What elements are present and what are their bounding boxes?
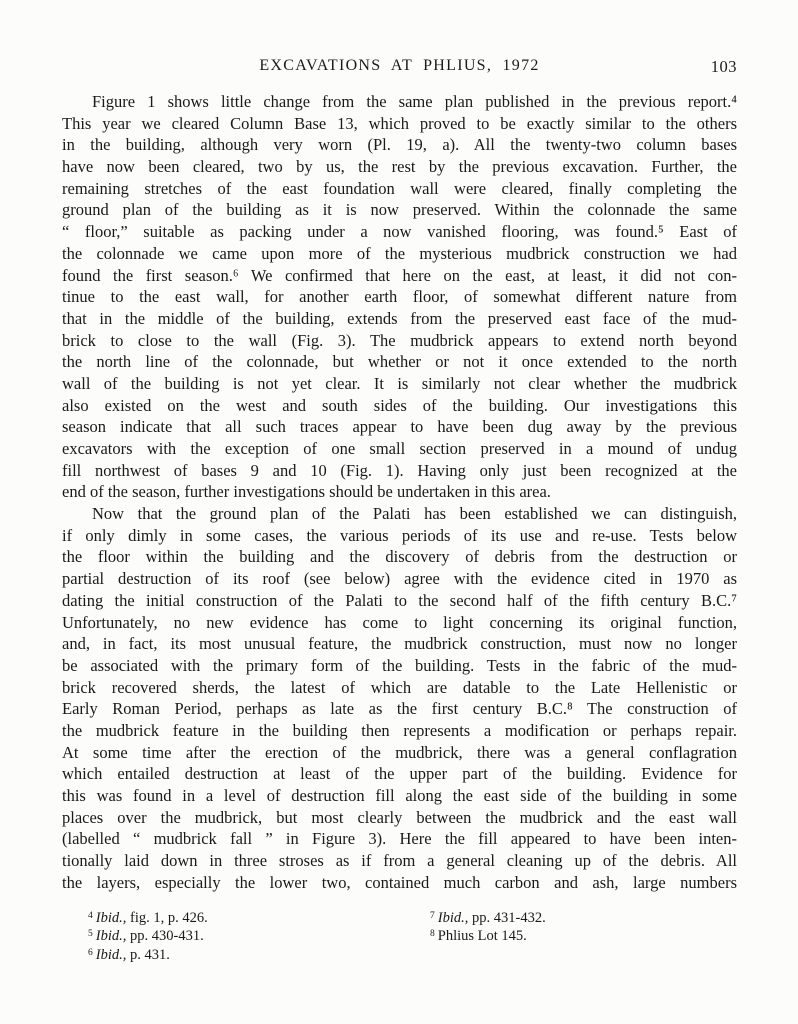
text-line: the colonnade we came upon more of the mysterious mudbrick construction we had <box>62 243 737 263</box>
footnote-column-right <box>430 907 730 944</box>
footnote <box>88 944 418 962</box>
paragraph-2 <box>62 503 737 893</box>
text-line: the north line of the colonnade, but whether or not it once extended to the north <box>62 352 737 372</box>
text-line: brick recovered sherds, the latest of which are datable to the Late Hellenistic or <box>62 677 737 697</box>
footnote-marker: 7 <box>430 911 435 921</box>
text-line: the mudbrick feature in the building then represents a modification or perhaps repair. <box>62 720 737 740</box>
text-line: found the first season.⁶ We confirmed that here on the east, at least, it did not con- <box>62 265 737 285</box>
page-number: 103 <box>710 57 737 76</box>
text-line: also existed on the west and south sides of the building. Our investigations this <box>62 395 737 415</box>
footnote-text: Phlius Lot 145. <box>437 928 527 945</box>
text-line: excavators with the exception of one small section preserved in a mound of undug <box>62 439 737 458</box>
footnote-source: Ibid., <box>95 928 127 945</box>
footnote-source: Ibid., <box>437 910 469 926</box>
footnote-text: pp. 430-431. <box>126 928 204 945</box>
footnote-text: p. 431. <box>126 946 170 963</box>
text-line: This year we cleared Column Base 13, which proved to be exactly similar to the others <box>62 113 737 133</box>
footnote-marker: 6 <box>88 947 93 958</box>
footnote-column-left <box>88 907 418 962</box>
text-line: remaining stretches of the east foundation wall were cleared, finally completing the <box>62 178 737 198</box>
text-line: places over the mudbrick, but most clearly between the mudbrick and the east wall <box>62 807 737 827</box>
footnote-source: Ibid., <box>95 946 127 963</box>
body-text <box>62 91 737 893</box>
text-line: brick to close to the wall (Fig. 3). The mudbrick appears to extend north beyond <box>62 330 737 350</box>
text-line: that in the middle of the building, extends from the preserved east face of the mud- <box>62 308 737 328</box>
footnote <box>430 907 730 925</box>
text-line: Figure 1 shows little change from the same plan published in the previous report.⁴ <box>92 92 737 111</box>
text-line: the floor within the building and the discovery of debris from the destruction or <box>62 547 737 567</box>
text-line: have now been cleared, two by us, the rest by the previous excavation. Further, the <box>62 157 737 177</box>
footnote-marker: 8 <box>430 929 435 940</box>
text-line: tionally laid down in three stroses as if from a general cleaning up of the debris. All <box>62 851 737 871</box>
text-line: wall of the building is not yet clear. It is similarly not clear whether the mudbrick <box>62 373 737 393</box>
text-line: Unfortunately, no new evidence has come to light concerning its original function, <box>62 612 737 632</box>
footnote-source: Ibid., <box>95 910 127 926</box>
text-line: (labelled “ mudbrick fall ” in Figure 3). Here the fill appeared to have been inten- <box>62 829 737 849</box>
text-line: “ floor,” suitable as packing under a now vanished flooring, was found.⁵ East of <box>62 222 737 242</box>
text-line: fill northwest of bases 9 and 10 (Fig. 1). Having only just been recognized at the <box>62 460 737 480</box>
page-header <box>62 57 737 79</box>
text-line: season indicate that all such traces appear to have been dug away by the previous <box>62 417 737 437</box>
footnote <box>430 925 730 943</box>
text-line: and, in fact, its most unusual feature, the mudbrick construction, must now no longer <box>62 634 737 654</box>
text-line: the layers, especially the lower two, contained much carbon and ash, large numbers <box>62 872 737 892</box>
text-line: in the building, although very worn (Pl. 19, a). All the twenty-two column bases <box>62 135 737 155</box>
text-line: dating the initial construction of the Palati to the second half of the fifth century B.C.⁷ <box>62 590 737 610</box>
text-line: end of the season, further investigations should be undertaken in this area. <box>62 482 551 502</box>
text-line: this was found in a level of destruction fill along the east side of the building in some <box>62 786 737 805</box>
footnote-marker: 5 <box>88 929 93 940</box>
text-line: ground plan of the building as it is now preserved. Within the colonnade the same <box>62 200 737 220</box>
footnote-marker: 4 <box>88 911 93 921</box>
text-line: Early Roman Period, perhaps as late as the first century B.C.⁸ The construction of <box>62 699 737 719</box>
text-line: if only dimly in some cases, the various periods of its use and re-use. Tests below <box>62 525 737 545</box>
text-line: be associated with the primary form of the building. Tests in the fabric of the mud- <box>62 655 737 675</box>
footnote <box>88 907 418 925</box>
text-line: Now that the ground plan of the Palati has been established we can distinguish, <box>92 504 737 524</box>
paragraph-1 <box>62 91 737 503</box>
footnote-text: pp. 431-432. <box>468 910 546 926</box>
footnote-text: fig. 1, p. 426. <box>126 910 208 926</box>
running-title: EXCAVATIONS AT PHLIUS, 1972 <box>259 57 540 74</box>
text-line: tinue to the east wall, for another earth floor, of somewhat different nature from <box>62 287 737 307</box>
text-line: which entailed destruction at least of the upper part of the building. Evidence for <box>62 764 737 784</box>
footnote <box>88 925 418 943</box>
text-line: partial destruction of its roof (see below) agree with the evidence cited in 1970 as <box>62 569 737 589</box>
text-line: At some time after the erection of the mudbrick, there was a general conflagration <box>62 742 737 762</box>
